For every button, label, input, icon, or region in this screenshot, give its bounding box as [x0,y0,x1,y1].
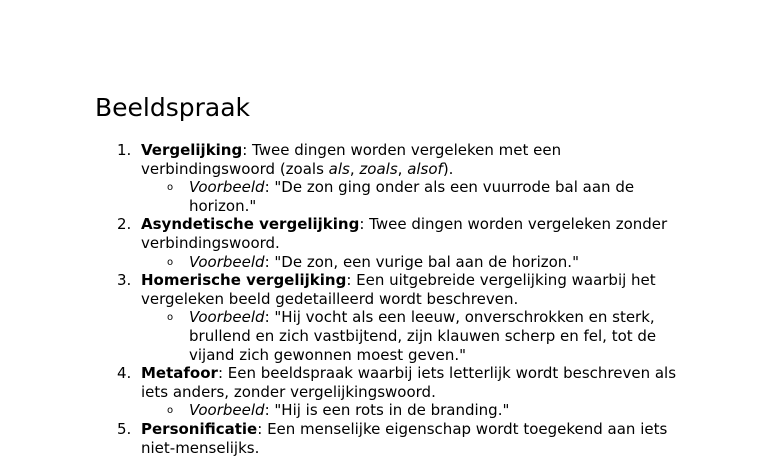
example-word: zoals [359,159,398,178]
example-item [117,308,692,364]
list-item [117,271,692,308]
example-word: alsof [407,159,443,178]
definition-list [117,141,692,457]
list-item: 1. Vergelijking: Twee dingen worden vergeleken met een verbindingswoord (zoals als, zoals, alsof). [117,141,562,178]
item-definition: : Een beeldspraak waarbij iets letterlijk wordt beschreven als iets anders, zonder vergelijkingswoord. [141,364,677,401]
example-word: als [328,159,350,178]
list-item [117,364,692,401]
item-term: Homerische vergelijking [141,271,347,290]
list-item [117,215,692,252]
bullet-circle-icon: o [167,182,174,194]
item-definition: : Een menselijke eigenschap wordt toegekend aan iets niet-menselijks. [141,419,668,457]
item-number: 4. [117,364,132,383]
example-label: Voorbeeld [189,308,265,327]
example-label: Voorbeeld [189,252,265,271]
item-term: Personificatie [141,419,258,438]
example-label: Voorbeeld [189,401,265,420]
item-number: 1. [117,141,132,159]
example-text: : "De zon, een vurige bal aan de horizon." [264,252,579,271]
example-label: Voorbeeld [189,178,265,197]
example-text: : "De zon ging onder als een vuurrode bal aan de horizon." [189,178,635,215]
item-number: 5. [117,419,132,438]
slide-title: Beeldspraak [95,93,251,122]
bullet-circle-icon: o [167,405,174,417]
item-term: Asyndetische vergelijking [141,215,360,234]
bullet-circle-icon: o [167,312,174,324]
list-item [117,420,692,457]
bullet-circle-icon: o [167,256,174,268]
example-text: : "Hij is een rots in de branding." [264,401,510,420]
example-item [117,178,692,215]
example-item [117,253,692,272]
item-term: Vergelijking [141,141,243,159]
item-definition: : Twee dingen worden vergeleken met een verbindingswoord (zoals [141,141,562,178]
example-item [117,401,692,420]
item-term: Metafoor [141,364,218,383]
example-text: : "Hij vocht als een leeuw, onverschrokken en sterk, brullend en zich vastbijtend, zijn klauwen scherp en fel, tot de vijand zich gewonnen moest geven." [189,308,657,364]
item-definition: : Een uitgebreide vergelijking waarbij het vergeleken beeld gedetailleerd wordt beschreven. [141,271,656,308]
item-number: 3. [117,271,132,290]
item-definition: : Twee dingen worden vergeleken zonder verbindingswoord. [141,215,668,252]
item-number: 2. [117,215,132,234]
